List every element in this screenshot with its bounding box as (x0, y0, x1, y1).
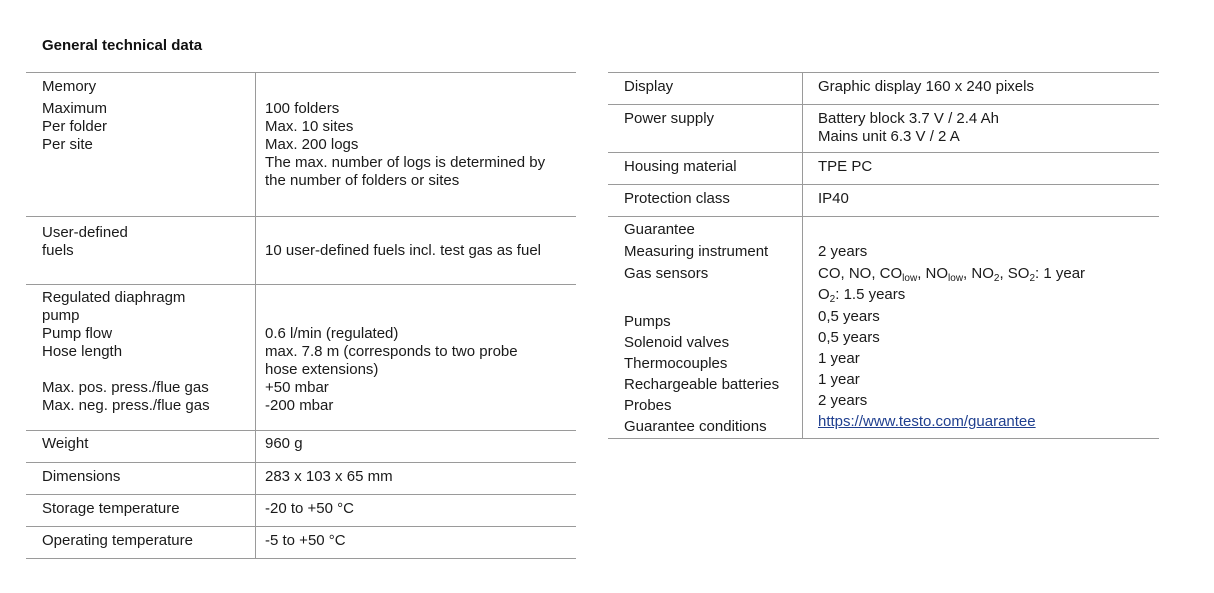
memory-note-2: the number of folders or sites (265, 172, 460, 189)
row-guarantee (608, 217, 1159, 439)
value-solenoid-valves: 0,5 years (818, 329, 880, 346)
row-memory (26, 73, 576, 217)
value-measuring-instrument: 2 years (818, 243, 868, 260)
label-guarantee-conditions: Guarantee conditions (624, 418, 767, 435)
guarantee-conditions-link[interactable]: https://www.testo.com/guarantee (818, 413, 1036, 430)
value-dimensions: 283 x 103 x 65 mm (256, 463, 577, 495)
row-fuels (26, 217, 576, 285)
label-rechargeable-batteries: Rechargeable batteries (624, 376, 780, 393)
label-maximum: Maximum (42, 100, 108, 117)
label-dimensions: Dimensions (26, 463, 256, 495)
value-fuels: 10 user-defined fuels incl. test gas as fuel (265, 242, 541, 259)
label-measuring-instrument: Measuring instrument (624, 243, 769, 260)
row-pump (26, 285, 576, 431)
row-operating-temperature (26, 527, 576, 559)
value-per-folder: Max. 10 sites (265, 118, 354, 135)
value-pumps: 0,5 years (818, 308, 880, 325)
value-storage-temperature: -20 to +50 °C (256, 495, 577, 527)
value-pump-flow: 0.6 l/min (regulated) (265, 325, 399, 342)
label-per-site: Per site (42, 136, 93, 153)
row-display (608, 73, 1159, 105)
value-o2-sensor: $O_2$: 1.5 years (818, 286, 906, 305)
value-per-site: Max. 200 logs (265, 136, 359, 153)
value-display: Graphic display 160 x 240 pixels (803, 73, 1160, 105)
label-weight: Weight (26, 431, 256, 463)
value-maximum: 100 folders (265, 100, 340, 117)
value-rechargeable-batteries: 1 year (818, 371, 860, 388)
label-pumps: Pumps (624, 313, 671, 330)
value-gas-sensors: CO, NO, $CO_{low}$, $NO_{low}$, $NO_2$, $SO_2$: 1 year (818, 265, 1086, 284)
label-solenoid-valves: Solenoid valves (624, 334, 730, 351)
label-fuels-2: fuels (42, 242, 74, 259)
value-protection-class: IP40 (803, 185, 1160, 217)
value-pos-press: +50 mbar (265, 379, 329, 396)
row-power-supply (608, 105, 1159, 153)
row-housing-material (608, 153, 1159, 185)
row-protection-class (608, 185, 1159, 217)
label-pump-2: pump (42, 307, 80, 324)
row-dimensions (26, 463, 576, 495)
value-housing-material: TPE PC (803, 153, 1160, 185)
value-power-mains: Mains unit 6.3 V / 2 A (818, 128, 960, 145)
spec-table-right (608, 72, 1159, 439)
value-neg-press: -200 mbar (265, 397, 334, 414)
memory-note-1: The max. number of logs is determined by (265, 154, 546, 171)
value-hose-1: max. 7.8 m (corresponds to two probe (265, 343, 518, 360)
spec-table-left (26, 72, 576, 559)
value-hose-2: hose extensions) (265, 361, 379, 378)
label-thermocouples: Thermocouples (624, 355, 728, 372)
row-weight (26, 431, 576, 463)
label-power-supply: Power supply (608, 105, 803, 153)
label-per-folder: Per folder (42, 118, 108, 135)
label-guarantee: Guarantee (624, 221, 695, 238)
label-hose-length: Hose length (42, 343, 123, 360)
label-neg-press: Max. neg. press./flue gas (42, 397, 210, 414)
value-power-battery: Battery block 3.7 V / 2.4 Ah (818, 110, 999, 127)
label-pump-1: Regulated diaphragm (42, 289, 186, 306)
label-display: Display (608, 73, 803, 105)
section-heading: General technical data (42, 37, 203, 54)
label-pump-flow: Pump flow (42, 325, 113, 342)
label-memory: Memory (42, 78, 97, 95)
label-fuels-1: User-defined (42, 224, 128, 241)
label-pos-press: Max. pos. press./flue gas (42, 379, 209, 396)
value-probes: 2 years (818, 392, 868, 409)
value-thermocouples: 1 year (818, 350, 860, 367)
value-weight: 960 g (256, 431, 577, 463)
value-operating-temperature: -5 to +50 °C (256, 527, 577, 559)
label-protection-class: Protection class (608, 185, 803, 217)
label-storage-temperature: Storage temperature (26, 495, 256, 527)
label-gas-sensors: Gas sensors (624, 265, 709, 282)
label-operating-temperature: Operating temperature (26, 527, 256, 559)
label-housing-material: Housing material (608, 153, 803, 185)
row-storage-temperature (26, 495, 576, 527)
label-probes: Probes (624, 397, 672, 414)
